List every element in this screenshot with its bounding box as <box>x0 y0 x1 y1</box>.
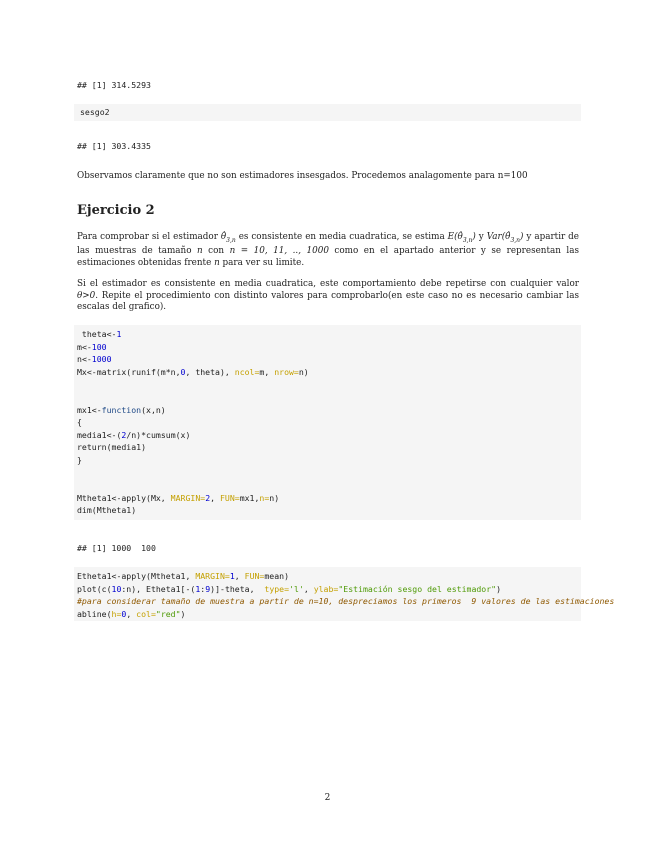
code-line: media1<-(2/n)*cumsum(x) <box>77 429 191 440</box>
code-line: return(media1) <box>77 442 147 453</box>
code-block-plot <box>74 567 655 621</box>
page-number: 2 <box>324 793 331 803</box>
code-line: } <box>77 454 82 465</box>
code-line: { <box>77 417 82 428</box>
paragraph-1: Para comprobar si el estimador $\thetâ_{3,n}$ es consistente en media cuadratica, se estima $E(\thetâ_{3,n})$ y $Var(\thetâ_{3,n})$ y apartir de las muestras de tamaño n con n = 10, 11, .., 1000 como en el apartado anterior y se representan las estimaciones obtenidas frente n para ver su limite. <box>77 232 580 268</box>
paragraph-2: Si el estimador es consistente en media cuadratica, este comportamiento debe repetirse con cualquier valor θ>0. Repite el procedimiento con distinto valores para comprobarlo(en este caso no es necesario cambiar las escalas del grafico). <box>77 279 579 313</box>
code-line: Mtheta1<-apply(Mx, MARGIN=2, FUN=mx1,n=n) <box>77 492 280 503</box>
code-line: Etheta1<-apply(Mtheta1, MARGIN=1, FUN=mean) <box>77 571 290 581</box>
r-output-3: ## [1] 1000 100 <box>77 543 156 553</box>
math-variance: $Var(\thetâ_{3,n})$ <box>486 232 524 244</box>
code-line: n<-1000 <box>77 354 112 365</box>
code-line: abline(h=0, col="red") <box>77 608 186 619</box>
math-range: n = 10, 11, .., 1000 <box>229 246 329 257</box>
code-line: m<-100 <box>77 341 107 352</box>
math-theta-positive: θ>0 <box>77 290 96 301</box>
section-heading: Ejercicio 2 <box>77 203 155 218</box>
code-comment: #para considerar tamaño de muestra a partir de n=10, despreciamos los primeros 9 valores de las estimaciones <box>77 596 615 607</box>
observation-paragraph: Observamos claramente que no son estimadores insesgados. Procedemos analagomente para n=100 <box>77 171 528 181</box>
r-output-2: ## [1] 303.4335 <box>77 141 151 151</box>
math-expectation: $E(\thetâ_{3,n})$ <box>447 232 476 244</box>
code-block-simulation <box>74 325 581 520</box>
code-line: Mx<-matrix(runif(m*n,0, theta), ncol=m, nrow=n) <box>77 366 309 377</box>
code-block-sesgo2: sesgo2 <box>74 104 581 121</box>
code-line: mx1<-function(x,n) <box>77 404 166 415</box>
code-line: plot(c(10:n), Etheta1[-(1:9)]-theta, type='l', ylab="Estimación sesgo del estimador") <box>77 583 502 594</box>
r-output-1: ## [1] 314.5293 <box>77 80 151 90</box>
math-estimator: $\thetâ_{3,n}$ <box>220 232 236 244</box>
code-line: dim(Mtheta1) <box>77 505 137 516</box>
code-line: theta<-1 <box>77 329 122 339</box>
